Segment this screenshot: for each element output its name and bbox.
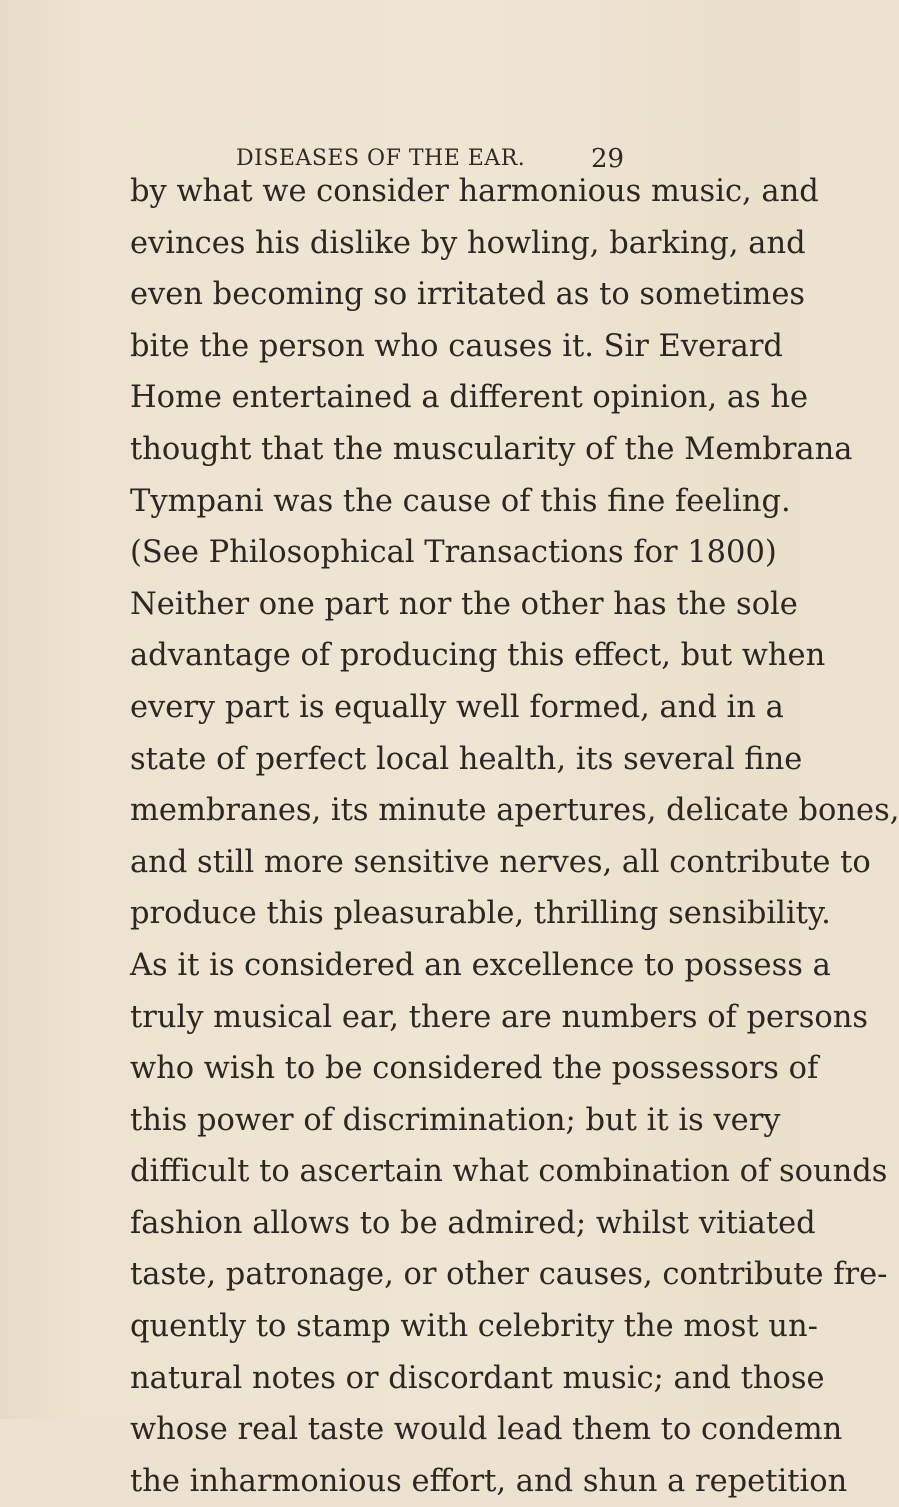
body-text [130, 166, 899, 1507]
text-line: produce this pleasurable, thrilling sensibility. [130, 896, 831, 932]
text-line: even becoming so irritated as to sometimes [130, 277, 806, 313]
text-line: and still more sensitive nerves, all contribute to [130, 844, 871, 880]
running-head: DISEASES OF THE EAR. [236, 146, 526, 171]
text-line: every part is equally well formed, and in a [130, 689, 784, 725]
text-line: state of perfect local health, its several fine [130, 741, 803, 777]
text-line: taste, patronage, or other causes, contribute fre- [130, 1257, 888, 1293]
text-line: bite the person who causes it. Sir Everard [130, 328, 783, 364]
text-line: natural notes or discordant music; and those [130, 1360, 825, 1396]
text-line: evinces his dislike by howling, barking, and [130, 225, 806, 261]
text-line: who wish to be considered the possessors of [130, 1051, 819, 1087]
text-line: by what we consider harmonious music, and [130, 174, 819, 209]
text-line: this power of discrimination; but it is very [130, 1102, 781, 1138]
text-line: the inharmonious effort, and shun a repetition [130, 1463, 848, 1499]
text-line: quently to stamp with celebrity the most un- [130, 1309, 818, 1345]
text-line: membranes, its minute apertures, delicate bones, [130, 793, 899, 829]
text-line: whose real taste would lead them to condemn [130, 1412, 843, 1448]
text-line: advantage of producing this effect, but when [130, 638, 826, 674]
text-line: (See Philosophical Transactions for 1800) [130, 535, 777, 571]
page-number: 29 [591, 144, 625, 174]
text-line: Home entertained a different opinion, as he [130, 380, 809, 416]
text-line: Neither one part nor the other has the sole [130, 586, 798, 622]
text-line: Tympani was the cause of this fine feeling. [130, 483, 791, 519]
text-line: thought that the muscularity of the Membrana [130, 431, 853, 467]
text-line: fashion allows to be admired; whilst vitiated [130, 1205, 816, 1241]
text-line: difficult to ascertain what combination of sounds [130, 1154, 888, 1190]
text-line: As it is considered an excellence to possess a [130, 947, 831, 983]
text-line: truly musical ear, there are numbers of persons [130, 999, 869, 1035]
